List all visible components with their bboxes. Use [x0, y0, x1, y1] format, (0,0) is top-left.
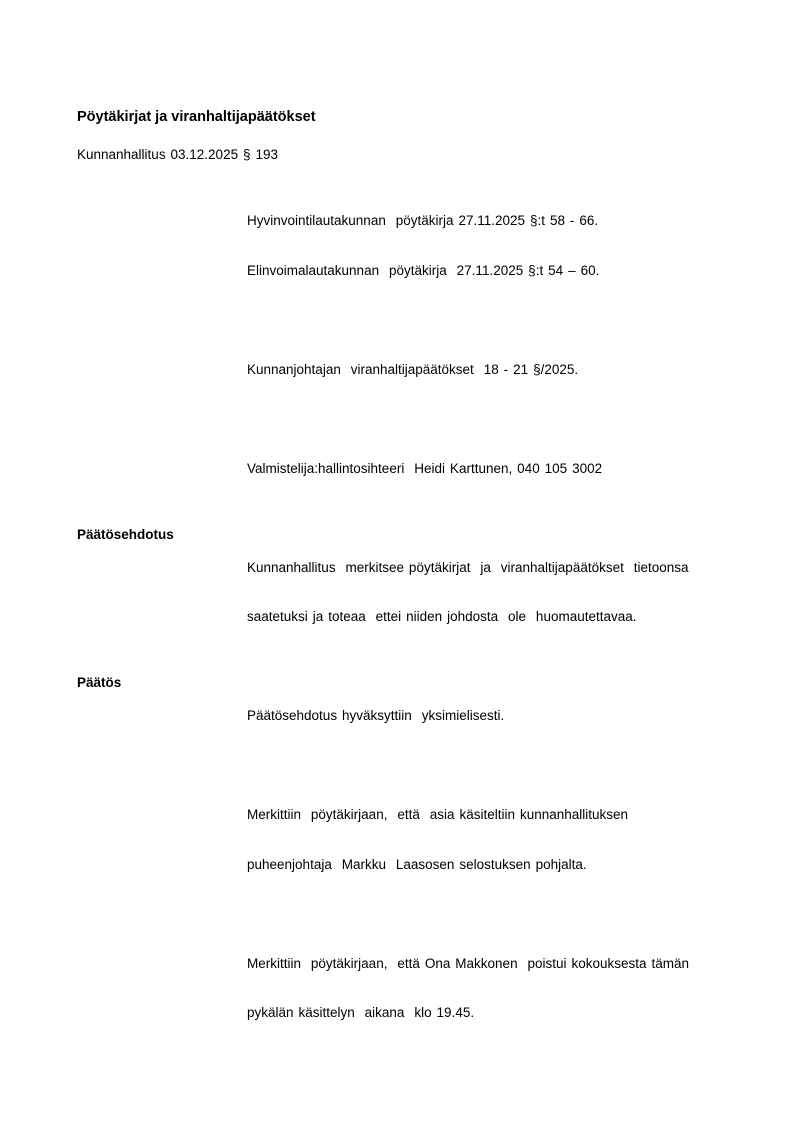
text-line: Valmistelija:hallintosihteeri Heidi Karttunen, 040 105 3002	[247, 460, 603, 476]
paragraph-note-chairman	[77, 774, 705, 906]
paragraph-body	[247, 329, 705, 412]
text-line: Elinvoimalautakunnan pöytäkirja 27.11.2025 §:t 54 – 60.	[247, 262, 600, 278]
paragraph-body	[247, 527, 705, 659]
decision-label: Päätös	[77, 675, 122, 690]
text-line: Kunnanjohtajan viranhaltijapäätökset 18 - 21 §/2025.	[247, 361, 579, 377]
text-line: puheenjohtaja Markku Laasosen selostuksen pohjalta.	[247, 856, 587, 872]
document-title: Pöytäkirjat ja viranhaltijapäätökset	[77, 109, 316, 125]
paragraph-body	[247, 180, 705, 312]
text-line: Merkittiin pöytäkirjaan, että asia käsiteltiin kunnanhallituksen	[247, 807, 629, 822]
text-line: Kunnanhallitus merkitsee pöytäkirjat ja viranhaltijapäätökset tietoonsa	[247, 559, 689, 575]
paragraph-body	[247, 428, 705, 511]
paragraph-mayor-decisions	[77, 329, 705, 412]
text-line: pykälän käsittelyn aikana klo 19.45.	[247, 1005, 475, 1020]
paragraph-preparer	[77, 428, 705, 511]
paragraph-board-minutes	[77, 180, 705, 312]
paragraph-body	[247, 675, 705, 758]
text-line: saatetuksi ja toteaa ettei niiden johdosta ole huomautettavaa.	[247, 609, 637, 624]
paragraph-body	[247, 774, 705, 906]
text-line: Päätösehdotus hyväksyttiin yksimielisesti.	[247, 708, 505, 723]
proposal-label: Päätösehdotus	[77, 526, 174, 542]
section-proposal	[77, 527, 705, 659]
section-decision	[77, 675, 705, 758]
paragraph-note-departure	[77, 923, 705, 1055]
document-content	[77, 109, 705, 1071]
paragraph-body	[247, 923, 705, 1055]
section-header-committee-date: Kunnanhallitus 03.12.2025 § 193	[77, 147, 279, 162]
text-line: Merkittiin pöytäkirjaan, että Ona Makkonen poistui kokouksesta tämän	[247, 955, 689, 971]
text-line: Hyvinvointilautakunnan pöytäkirja 27.11.2025 §:t 58 - 66.	[247, 213, 599, 228]
